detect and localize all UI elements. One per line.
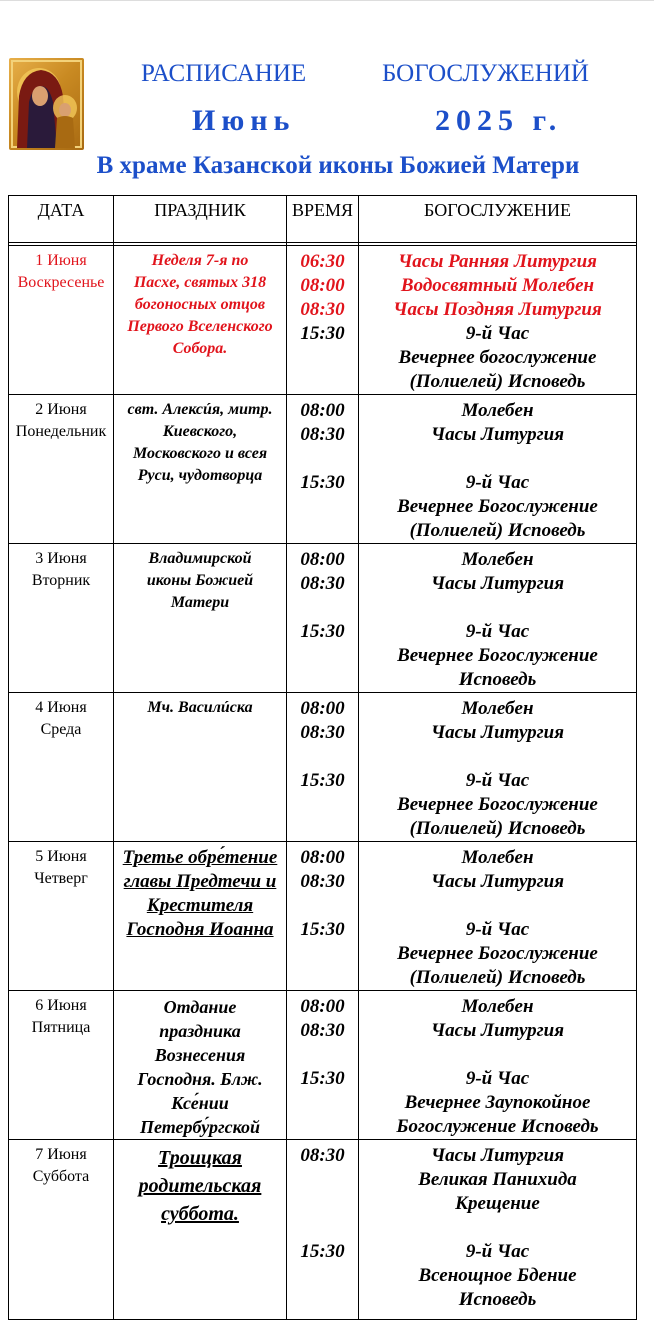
feast-line: суббота. xyxy=(161,1203,239,1225)
time-value: 15:30 xyxy=(300,621,345,642)
service-line xyxy=(361,447,634,471)
service-cell xyxy=(359,842,637,991)
feast-line: Господня. Блж. xyxy=(137,1069,263,1089)
feast-cell xyxy=(114,1140,287,1320)
time-value xyxy=(289,745,356,769)
time-value: 15:30 xyxy=(300,770,345,791)
time-cell xyxy=(287,693,359,842)
service-cell xyxy=(359,246,637,395)
feast-line: Пасхе, святых 318 xyxy=(133,274,267,291)
time-cell xyxy=(287,395,359,544)
date-cell xyxy=(9,693,114,842)
date-cell xyxy=(9,395,114,544)
feast-line: Первого Вселенского xyxy=(127,318,273,335)
feast-line: Ксе́нии xyxy=(171,1093,229,1113)
service-line: Часы Литургия xyxy=(430,722,565,743)
time-cell xyxy=(287,246,359,395)
date-day: 2 Июня xyxy=(35,401,87,418)
time-value: 08:00 xyxy=(300,275,345,296)
table-row xyxy=(9,544,637,693)
service-line: Исповедь xyxy=(458,669,537,690)
service-line: Молебен xyxy=(461,847,534,868)
time-value xyxy=(289,1043,356,1067)
top-divider xyxy=(0,0,654,1)
service-line xyxy=(361,596,634,620)
time-value: 15:30 xyxy=(300,472,345,493)
header-feast: ПРАЗДНИК xyxy=(114,196,287,243)
service-cell xyxy=(359,693,637,842)
service-line: Молебен xyxy=(461,698,534,719)
table-row xyxy=(9,395,637,544)
date-day: 3 Июня xyxy=(35,550,87,567)
time-cell xyxy=(287,1140,359,1320)
service-line: (Полиелей) Исповедь xyxy=(409,520,586,541)
service-line: Молебен xyxy=(461,400,534,421)
table-header-row xyxy=(9,196,637,243)
service-line: Водосвятный Молебен xyxy=(400,275,595,296)
time-value: 08:30 xyxy=(300,573,345,594)
service-line: Часы Литургия xyxy=(430,573,565,594)
feast-line: Киевского, xyxy=(162,423,238,440)
title-schedule: РАСПИСАНИЕ xyxy=(141,60,307,87)
feast-cell xyxy=(114,842,287,991)
service-line xyxy=(361,745,634,769)
date-weekday: Среда xyxy=(40,721,82,738)
service-line: 9-й Час xyxy=(465,919,530,940)
service-line: Вечернее Заупокойное xyxy=(404,1092,591,1113)
date-cell xyxy=(9,1140,114,1320)
date-cell xyxy=(9,544,114,693)
service-line: Молебен xyxy=(461,996,534,1017)
service-line: Вечернее Богослужение xyxy=(397,645,598,666)
feast-line: родительская xyxy=(138,1175,262,1197)
date-weekday: Вторник xyxy=(31,572,91,589)
date-day: 7 Июня xyxy=(35,1146,87,1163)
service-line: Великая Панихида xyxy=(418,1169,577,1190)
feast-line: Господня Иоанна xyxy=(126,919,274,940)
date-weekday: Четверг xyxy=(34,870,88,887)
header-service: БОГОСЛУЖЕНИЕ xyxy=(359,196,637,243)
service-line: 9-й Час xyxy=(465,1068,530,1089)
service-line: Часы Литургия xyxy=(430,871,565,892)
feast-line: Собора. xyxy=(172,340,228,357)
time-cell xyxy=(287,842,359,991)
date-cell xyxy=(9,246,114,395)
time-value xyxy=(289,894,356,918)
feast-line: свт. Алексúя, митр. xyxy=(127,401,273,418)
service-line xyxy=(361,1216,634,1240)
time-value xyxy=(289,1216,356,1240)
time-value: 15:30 xyxy=(300,1068,345,1089)
feast-line: богоносных отцов xyxy=(134,296,266,313)
service-line: 9-й Час xyxy=(465,770,530,791)
service-line: Часы Литургия xyxy=(430,424,565,445)
feast-line: праздника xyxy=(159,1021,241,1041)
service-cell xyxy=(359,991,637,1140)
service-line: Вечернее Богослужение xyxy=(397,794,598,815)
time-value xyxy=(289,1168,356,1192)
time-value: 08:00 xyxy=(300,400,345,421)
time-value: 08:30 xyxy=(300,871,345,892)
feast-line: Владимирской xyxy=(148,550,252,567)
service-cell xyxy=(359,544,637,693)
feast-line: Крестителя xyxy=(146,895,254,916)
feast-line: Мч. Василúска xyxy=(147,699,253,716)
date-cell xyxy=(9,991,114,1140)
service-line: Молебен xyxy=(461,549,534,570)
table-row xyxy=(9,1140,637,1320)
time-value: 08:30 xyxy=(300,1145,345,1166)
service-cell xyxy=(359,1140,637,1320)
feast-cell xyxy=(114,246,287,395)
date-weekday: Суббота xyxy=(32,1168,90,1185)
service-line: Исповедь xyxy=(458,1289,537,1310)
time-value xyxy=(289,596,356,620)
service-line: (Полиелей) Исповедь xyxy=(409,967,586,988)
service-line: Часы Литургия xyxy=(430,1020,565,1041)
table-row xyxy=(9,991,637,1140)
service-line: Вечернее Богослужение xyxy=(397,943,598,964)
service-line: Вечернее богослужение xyxy=(398,347,597,368)
service-line: Крещение xyxy=(455,1193,540,1214)
service-cell xyxy=(359,395,637,544)
service-line: 9-й Час xyxy=(465,472,530,493)
feast-line: главы Предтечи и xyxy=(123,871,277,892)
feast-line: Петербу́ргской xyxy=(139,1117,261,1137)
temple-name: В храме Казанской иконы Божией Матери xyxy=(96,152,580,179)
time-value: 08:00 xyxy=(300,698,345,719)
time-value: 08:00 xyxy=(300,996,345,1017)
time-value: 06:30 xyxy=(300,251,345,272)
feast-cell xyxy=(114,991,287,1140)
year-label: 2025 г. xyxy=(435,104,563,137)
time-value: 08:30 xyxy=(300,424,345,445)
service-line: Всенощное Бдение xyxy=(418,1265,577,1286)
title-services: БОГОСЛУЖЕНИЙ xyxy=(382,60,589,87)
time-cell xyxy=(287,991,359,1140)
header-time: ВРЕМЯ xyxy=(287,196,359,243)
service-line: Часы Поздняя Литургия xyxy=(393,299,602,320)
date-day: 6 Июня xyxy=(35,997,87,1014)
time-value xyxy=(289,447,356,471)
service-line: 9-й Час xyxy=(465,1241,530,1262)
feast-line: Неделя 7-я по xyxy=(151,252,249,269)
schedule-table xyxy=(8,195,637,1320)
service-line: Богослужение Исповедь xyxy=(396,1116,599,1137)
service-line: Часы Литургия xyxy=(430,1145,565,1166)
service-line: Вечернее Богослужение xyxy=(397,496,598,517)
service-line: (Полиелей) Исповедь xyxy=(409,818,586,839)
time-value: 15:30 xyxy=(300,1241,345,1262)
feast-cell xyxy=(114,395,287,544)
feast-line: Вознесения xyxy=(154,1045,246,1065)
feast-line: Отдание xyxy=(163,997,237,1017)
time-value xyxy=(289,1192,356,1216)
table-row xyxy=(9,693,637,842)
header-date: ДАТА xyxy=(9,196,114,243)
time-value: 08:00 xyxy=(300,847,345,868)
time-value: 15:30 xyxy=(300,323,345,344)
time-value: 08:30 xyxy=(300,1020,345,1041)
feast-line: Руси, чудотворца xyxy=(137,467,263,484)
time-value: 15:30 xyxy=(300,919,345,940)
time-value: 08:30 xyxy=(300,722,345,743)
date-day: 1 Июня xyxy=(35,252,87,269)
service-line xyxy=(361,1043,634,1067)
service-line: 9-й Час xyxy=(465,323,530,344)
service-line xyxy=(361,894,634,918)
feast-line: Московского и всея xyxy=(132,445,268,462)
date-cell xyxy=(9,842,114,991)
feast-line: иконы Божией xyxy=(146,572,254,589)
table-row xyxy=(9,246,637,395)
kazan-icon xyxy=(9,58,84,150)
time-value: 08:30 xyxy=(300,299,345,320)
date-weekday: Пятница xyxy=(31,1019,91,1036)
feast-cell xyxy=(114,544,287,693)
time-cell xyxy=(287,544,359,693)
feast-line: Третье обре́тение xyxy=(122,847,278,868)
month-label: Июнь xyxy=(192,104,296,137)
date-day: 5 Июня xyxy=(35,848,87,865)
date-weekday: Воскресенье xyxy=(17,274,105,291)
time-value: 08:00 xyxy=(300,549,345,570)
feast-line: Матери xyxy=(170,594,230,611)
feast-cell xyxy=(114,693,287,842)
table-row xyxy=(9,842,637,991)
service-line: 9-й Час xyxy=(465,621,530,642)
feast-line: Троицкая xyxy=(158,1147,242,1169)
date-weekday: Понедельник xyxy=(15,423,107,440)
service-line: (Полиелей) Исповедь xyxy=(409,371,586,392)
service-line: Часы Ранняя Литургия xyxy=(398,251,597,272)
date-day: 4 Июня xyxy=(35,699,87,716)
